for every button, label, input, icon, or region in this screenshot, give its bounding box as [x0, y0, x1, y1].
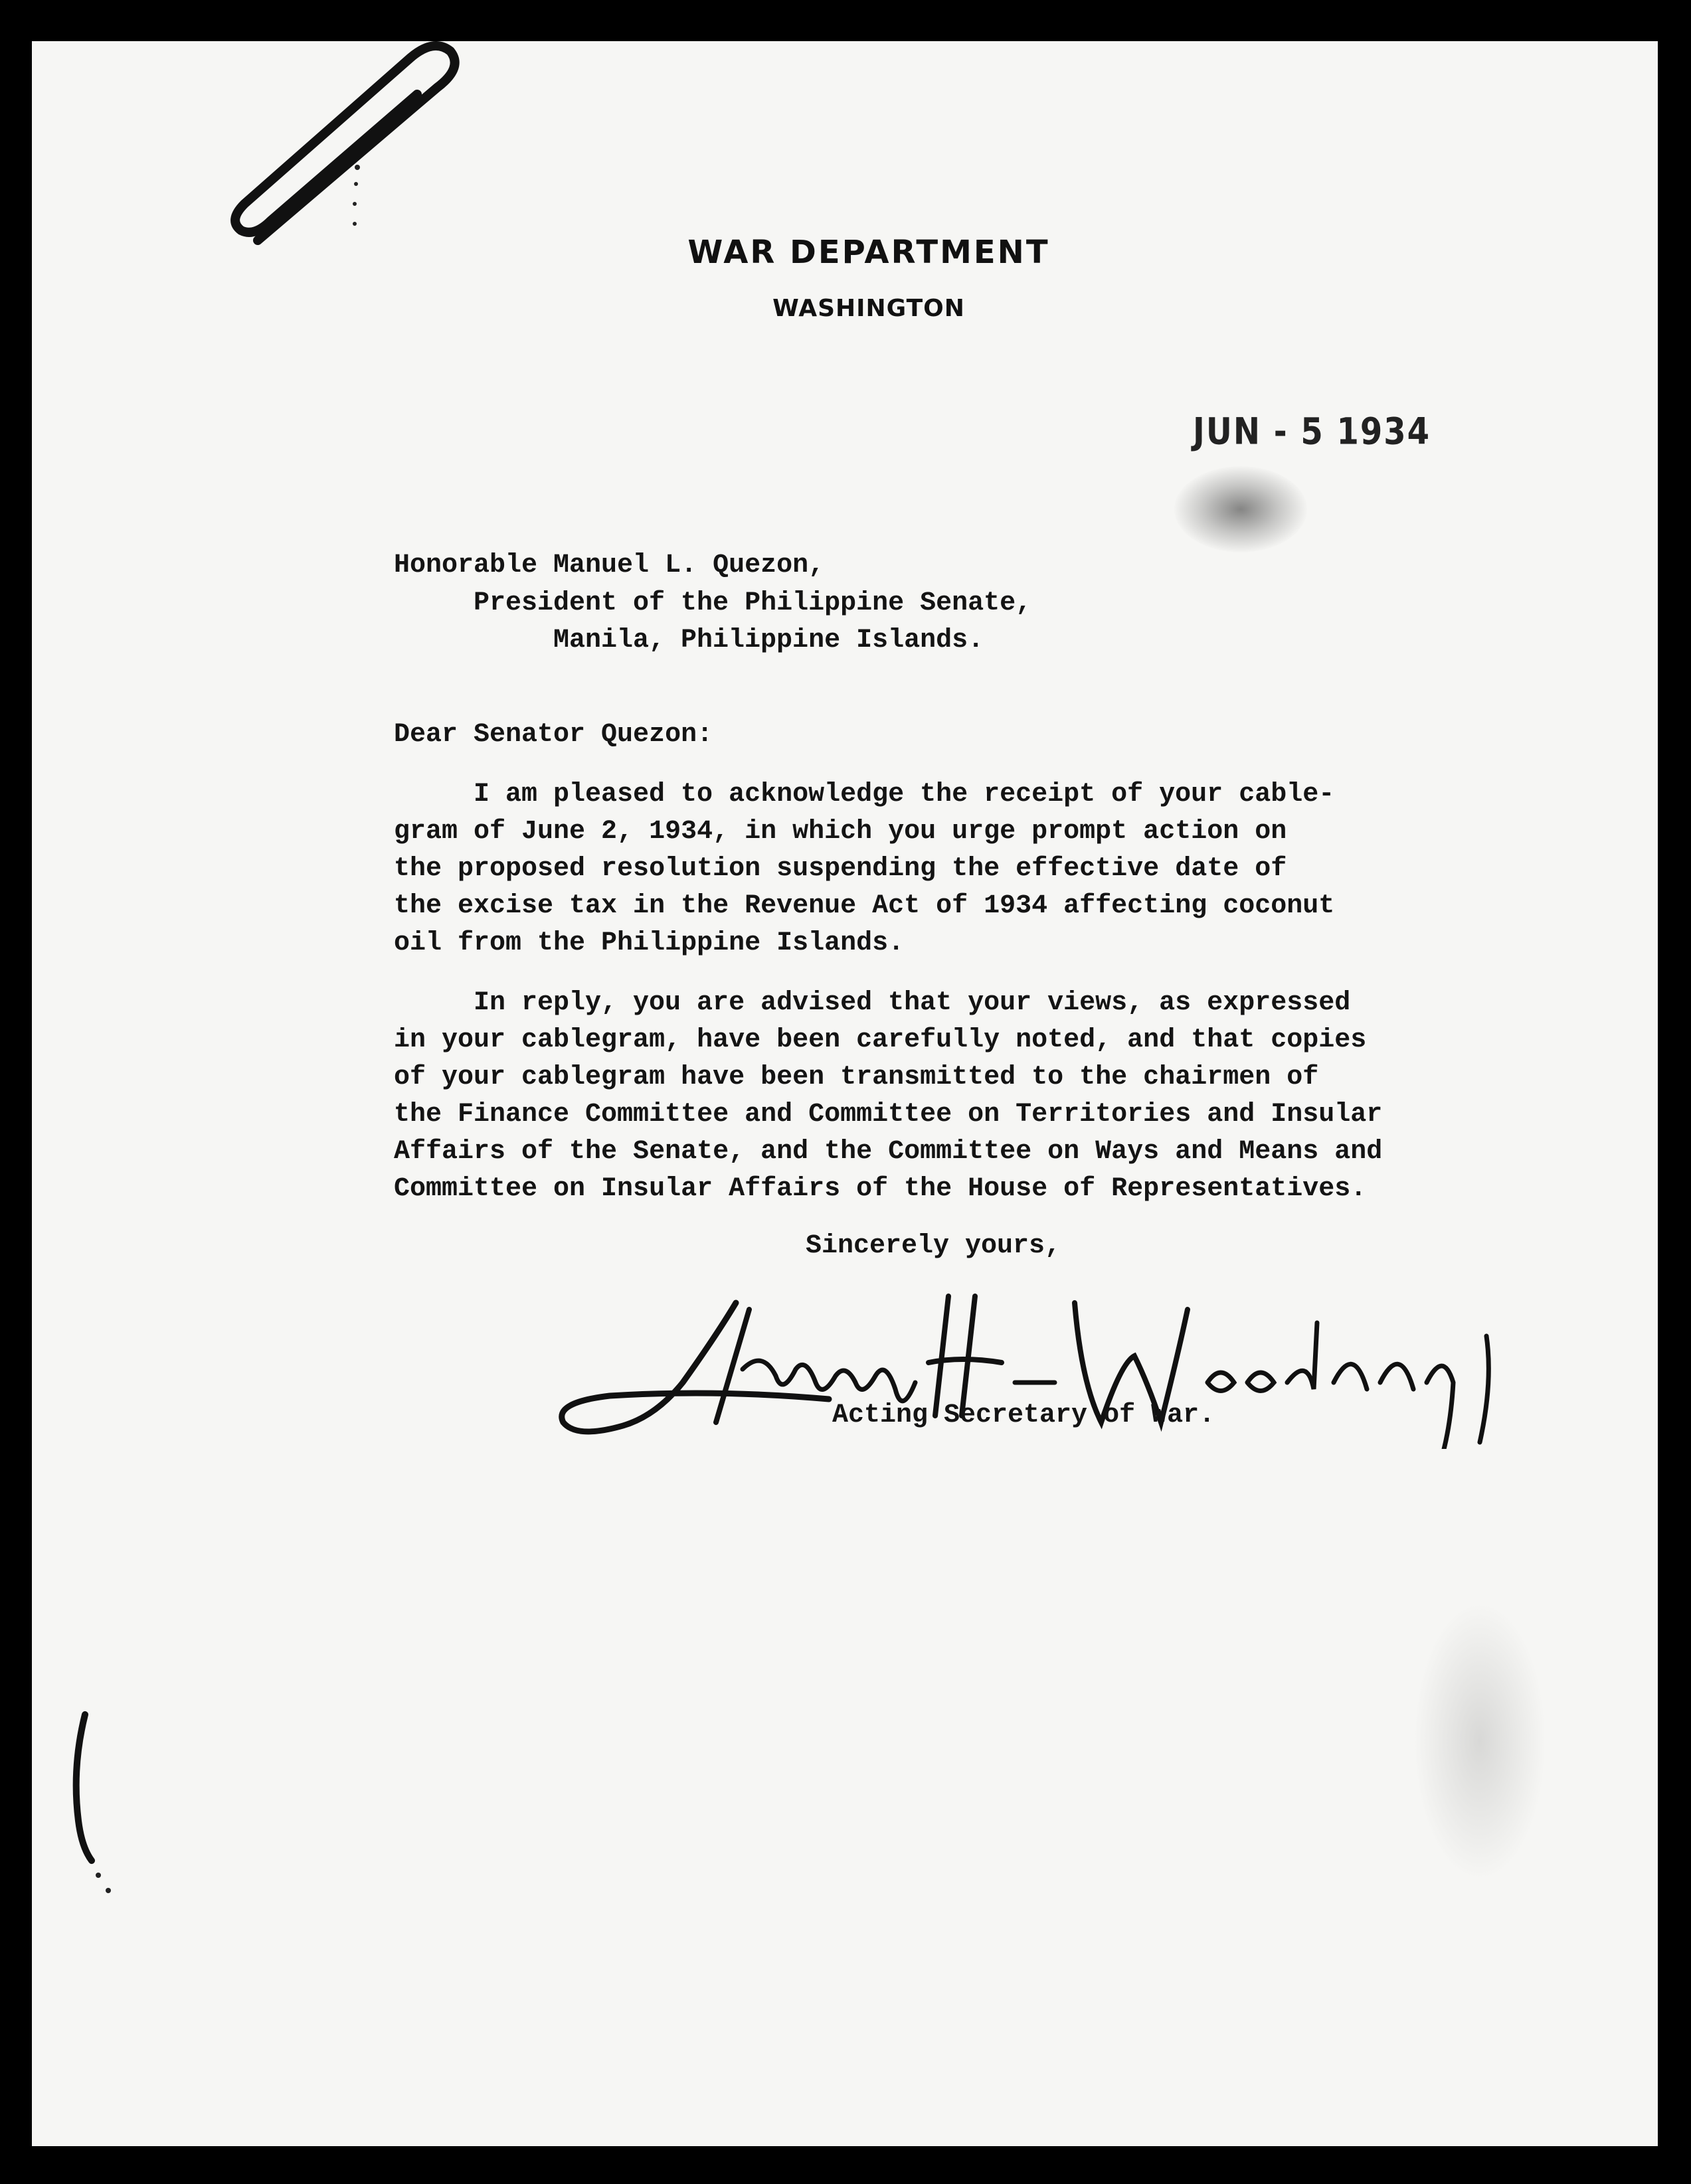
body-line: I am pleased to acknowledge the receipt of your cable- — [474, 780, 1335, 809]
body-line: Affairs of the Senate, and the Committee on Ways and Means and — [394, 1137, 1383, 1167]
paper-stain — [1413, 1602, 1546, 1881]
ink-smudge — [1174, 466, 1307, 552]
body-line: the proposed resolution suspending the effective date of — [394, 854, 1287, 884]
body-line: of your cablegram have been transmitted to the chairmen of — [394, 1062, 1319, 1092]
body-line: Committee on Insular Affairs of the House of Representatives. — [394, 1174, 1367, 1204]
body-line: gram of June 2, 1934, in which you urge prompt action on — [394, 817, 1287, 847]
letterhead-city: WASHINGTON — [772, 295, 965, 322]
date-stamp: JUN - 5 1934 — [1193, 410, 1431, 454]
body-line: in your cablegram, have been carefully noted, and that copies — [394, 1025, 1367, 1055]
letter-page — [32, 41, 1658, 2146]
salutation: Dear Senator Quezon: — [394, 720, 713, 750]
recipient-title: President of the Philippine Senate, — [474, 588, 1032, 618]
recipient-name: Honorable Manuel L. Quezon, — [394, 550, 825, 580]
closing: Sincerely yours, — [806, 1231, 1061, 1261]
body-line: In reply, you are advised that your views, as expressed — [474, 988, 1351, 1018]
recipient-location: Manila, Philippine Islands. — [553, 626, 984, 655]
letterhead-department: WAR DEPARTMENT — [687, 234, 1050, 271]
signatory-title: Acting Secretary of War. — [832, 1400, 1215, 1430]
body-line: oil from the Philippine Islands. — [394, 928, 905, 958]
paperclip-icon — [198, 41, 477, 274]
body-line: the Finance Committee and Committee on Territories and Insular — [394, 1100, 1383, 1130]
margin-ink-mark — [32, 1701, 138, 1900]
body-line: the excise tax in the Revenue Act of 1934 affecting coconut — [394, 891, 1335, 921]
